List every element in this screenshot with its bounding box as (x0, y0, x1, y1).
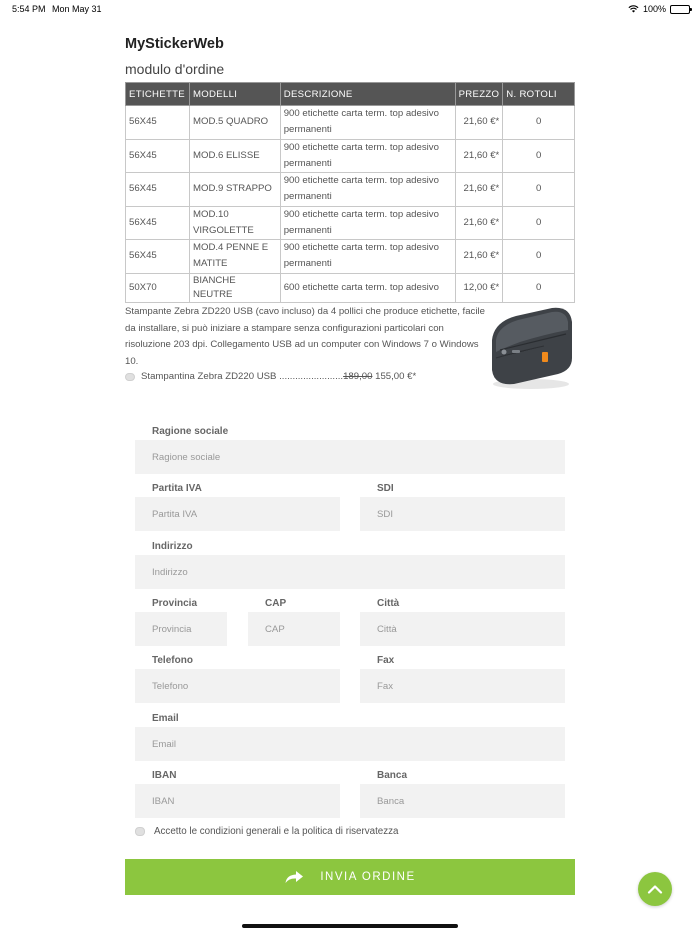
cell-price: 21,60 €* (455, 206, 503, 240)
printer-old-price: 189,00 (343, 371, 373, 382)
table-row (126, 106, 575, 140)
qty-input[interactable]: 0 (503, 173, 575, 207)
qty-input[interactable]: 0 (503, 240, 575, 274)
iban-label: IBAN (152, 770, 177, 781)
cell-model: BIANCHE NEUTRE (189, 273, 280, 302)
col-modelli: MODELLI (189, 83, 280, 106)
table-row (126, 206, 575, 240)
qty-input[interactable]: 0 (503, 273, 575, 302)
cell-description: 900 etichette carta term. top adesivo permanenti (280, 173, 455, 207)
home-indicator (242, 924, 458, 928)
printer-option-label: Stampantina Zebra ZD220 USB ........................ (141, 371, 344, 382)
printer-image (486, 300, 576, 392)
citta-input[interactable]: Città (360, 612, 565, 646)
indirizzo-label: Indirizzo (152, 541, 193, 552)
cell-price: 21,60 €* (455, 106, 503, 140)
table-row (126, 173, 575, 207)
battery-icon (670, 5, 690, 14)
iban-input[interactable]: IBAN (135, 784, 340, 818)
cell-size: 56X45 (126, 173, 190, 207)
cell-price: 21,60 €* (455, 240, 503, 274)
cell-size: 56X45 (126, 106, 190, 140)
sdi-label: SDI (377, 483, 394, 494)
cell-description: 900 etichette carta term. top adesivo permanenti (280, 139, 455, 173)
scroll-top-button[interactable] (638, 872, 672, 906)
telefono-input[interactable]: Telefono (135, 669, 340, 703)
partita-iva-label: Partita IVA (152, 483, 202, 494)
battery-percent: 100% (642, 4, 666, 14)
qty-input[interactable]: 0 (503, 106, 575, 140)
cap-input[interactable]: CAP (248, 612, 340, 646)
submit-label: INVIA ORDINE (320, 871, 416, 883)
terms-row[interactable] (135, 826, 399, 837)
col-descrizione: DESCRIZIONE (280, 83, 455, 106)
fax-input[interactable]: Fax (360, 669, 565, 703)
provincia-label: Provincia (152, 598, 198, 609)
terms-checkbox[interactable] (135, 827, 145, 836)
partita-iva-input[interactable]: Partita IVA (135, 497, 340, 531)
chevron-up-icon (647, 884, 663, 894)
wifi-icon (628, 5, 639, 13)
cell-size: 50X70 (126, 273, 190, 302)
banca-input[interactable]: Banca (360, 784, 565, 818)
email-input[interactable]: Email (135, 727, 565, 761)
status-bar (0, 0, 700, 18)
ragione-sociale-input[interactable]: Ragione sociale (135, 440, 565, 474)
table-row (126, 240, 575, 274)
provincia-input[interactable]: Provincia (135, 612, 227, 646)
telefono-label: Telefono (152, 655, 193, 666)
cell-price: 21,60 €* (455, 173, 503, 207)
col-prezzo: PREZZO (455, 83, 503, 106)
email-label: Email (152, 713, 179, 724)
order-table (125, 82, 575, 303)
cell-model: MOD.4 PENNE E MATITE (189, 240, 280, 274)
ragione-sociale-label: Ragione sociale (152, 426, 229, 437)
sdi-input[interactable]: SDI (360, 497, 565, 531)
cell-description: 900 etichette carta term. top adesivo permanenti (280, 206, 455, 240)
table-header-row (126, 83, 575, 106)
share-arrow-icon (284, 870, 304, 884)
cell-description: 900 etichette carta term. top adesivo permanenti (280, 240, 455, 274)
col-rotoli: N. ROTOLI (503, 83, 575, 106)
printer-checkbox[interactable] (125, 373, 135, 381)
cell-model: MOD.6 ELISSE (189, 139, 280, 173)
indirizzo-input[interactable]: Indirizzo (135, 555, 565, 589)
cell-description: 900 etichette carta term. top adesivo permanenti (280, 106, 455, 140)
printer-new-price: 155,00 €* (375, 371, 417, 382)
cell-price: 12,00 €* (455, 273, 503, 302)
cell-size: 56X45 (126, 139, 190, 173)
col-etichette: ETICHETTE (126, 83, 190, 106)
qty-input[interactable]: 0 (503, 206, 575, 240)
cell-description: 600 etichette carta term. top adesivo (280, 273, 455, 302)
brand-title: MyStickerWeb (125, 36, 224, 52)
qty-input[interactable]: 0 (503, 139, 575, 173)
banca-label: Banca (377, 770, 408, 781)
cell-size: 56X45 (126, 206, 190, 240)
cell-model: MOD.10 VIRGOLETTE (189, 206, 280, 240)
table-row (126, 273, 575, 302)
printer-option[interactable] (125, 371, 416, 382)
terms-label: Accetto le condizioni generali e la politica di riservatezza (154, 826, 399, 837)
citta-label: Città (377, 598, 400, 609)
cell-size: 56X45 (126, 240, 190, 274)
page-subtitle: modulo d'ordine (125, 61, 225, 77)
cell-model: MOD.5 QUADRO (189, 106, 280, 140)
cell-price: 21,60 €* (455, 139, 503, 173)
fax-label: Fax (377, 655, 395, 666)
submit-order-button[interactable] (125, 859, 575, 895)
status-date: Mon May 31 (52, 4, 102, 14)
table-row (126, 139, 575, 173)
status-time: 5:54 PM (12, 4, 46, 14)
cap-label: CAP (265, 598, 287, 609)
cell-model: MOD.9 STRAPPO (189, 173, 280, 207)
printer-description: Stampante Zebra ZD220 USB (cavo incluso) da 4 pollici che produce etichette, facile da installare, si può iniziare a stampare senza configurazioni particolari con risoluzione 203 dpi. Collegamento USB ad un computer con Windows 7 o Windows 10. (125, 306, 485, 367)
